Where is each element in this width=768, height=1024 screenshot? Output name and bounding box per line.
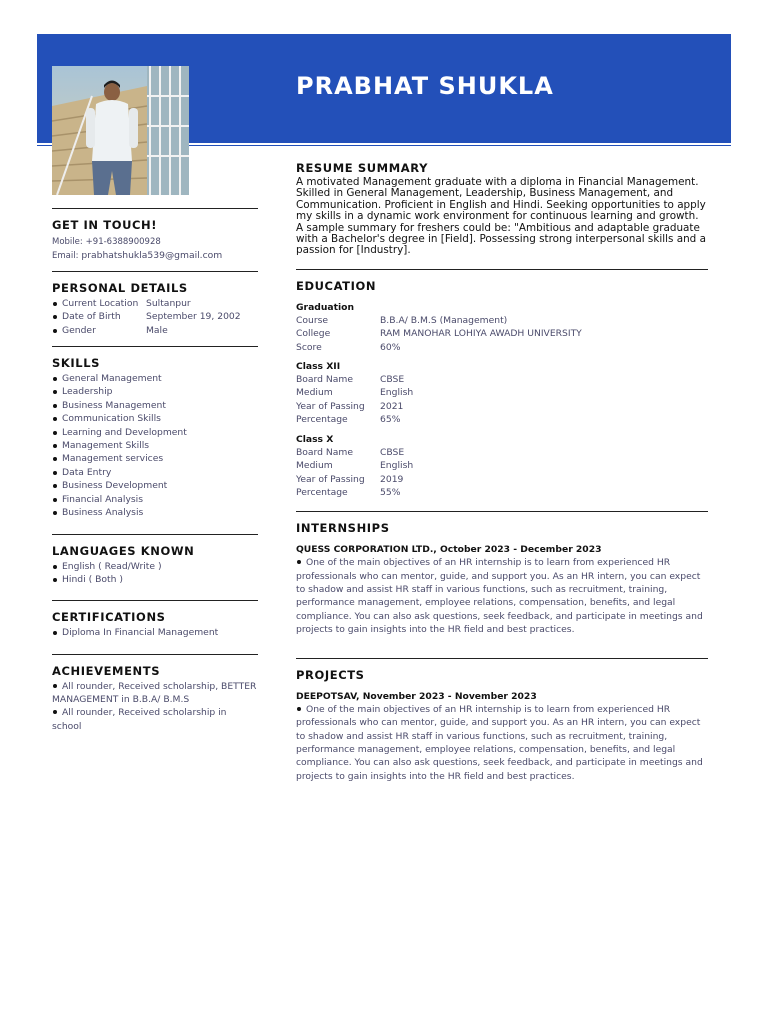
email-address[interactable]: prabhatshukla539@gmail.com <box>81 250 223 262</box>
personal-row: Gender Male <box>52 324 258 337</box>
email-label: Email: <box>52 251 79 262</box>
mobile-number[interactable]: +91-6388900928 <box>85 237 161 247</box>
skill-item: Management services <box>52 452 258 465</box>
project-description: One of the main objectives of an HR internship is to learn from experienced HR professionals who can mentor, guide, and support you. As an HR intern, you can expect to shadow and assist HR staff in various functions, such as recruitment, training, performance management, employee relations, compensation, benefits, and legal compliance. You can also ask questions, seek feedback, and participate in meetings and projects to gain insights into the HR field and best practices. <box>296 704 703 782</box>
mobile-row <box>52 235 258 249</box>
achievement-item: All rounder, Received scholarship, BETTER MANAGEMENT in B.B.A/ B.M.S <box>52 680 257 706</box>
skill-item: Business Management <box>52 399 258 412</box>
edu-row: Board Name CBSE <box>296 446 405 458</box>
contact-section-title: GET IN TOUCH! <box>52 218 158 232</box>
projects-section-title: PROJECTS <box>296 668 365 683</box>
edu-row: Score 60% <box>296 341 401 353</box>
skill-item: Business Analysis <box>52 506 258 519</box>
edu-row: Medium English <box>296 460 414 472</box>
skill-item: Management Skills <box>52 439 258 452</box>
class12-title: Class XII <box>296 361 341 373</box>
certifications-list <box>52 626 258 639</box>
personal-details-list <box>52 297 258 337</box>
edu-row: Percentage 65% <box>296 414 401 426</box>
mobile-label: Mobile: <box>52 237 83 247</box>
summary-text: A motivated Management graduate with a diploma in Financial Management. Skilled in General Management, Leadership, Business Management, and Communication. Proficient in English and Hindi. Seeking opportunities to apply my skills in a dynamic work environment for continuous learning and growth. A sample summary for freshers could be: "Ambitious and adaptable graduate with a Bachelor's degree in [Field]. Possessing strong interpersonal skills and a passion for [Industry]. <box>296 176 706 257</box>
certification-item: Diploma In Financial Management <box>52 626 258 639</box>
language-item: English ( Read/Write ) <box>52 560 258 573</box>
edu-row: Percentage 55% <box>296 486 401 498</box>
skills-section-title: SKILLS <box>52 356 101 371</box>
graduation-title: Graduation <box>296 301 354 313</box>
languages-section-title: LANGUAGES KNOWN <box>52 543 195 558</box>
edu-row: Board Name CBSE <box>296 374 405 386</box>
edu-row: College RAM MANOHAR LOHIYA AWADH UNIVERSITY <box>296 328 582 340</box>
class10-title: Class X <box>296 433 334 445</box>
internship-heading: QUESS CORPORATION LTD., October 2023 - December 2023 <box>296 544 602 556</box>
email-row <box>52 249 258 263</box>
profile-photo <box>52 66 189 195</box>
edu-row: Year of Passing 2019 <box>296 473 404 485</box>
skill-item: Leadership <box>52 385 258 398</box>
skill-item: Data Entry <box>52 466 258 479</box>
achievement-item: All rounder, Received scholarship in school <box>52 707 227 732</box>
edu-row: Medium English <box>296 387 414 399</box>
project-heading: DEEPOTSAV, November 2023 - November 2023 <box>296 691 537 703</box>
skill-item: General Management <box>52 372 258 385</box>
languages-list <box>52 560 258 587</box>
candidate-name: PRABHAT SHUKLA <box>296 72 554 100</box>
right-column <box>296 150 708 783</box>
skill-item: Learning and Development <box>52 426 258 439</box>
education-section-title: EDUCATION <box>296 278 377 293</box>
skill-item: Communication Skills <box>52 412 258 425</box>
left-column <box>52 195 258 733</box>
internship-description: One of the main objectives of an HR internship is to learn from experienced HR professionals who can mentor, guide, and support you. As an HR intern, you can expect to shadow and assist HR staff in various functions, such as recruitment, training, performance management, employee relations, compensation, benefits, and legal compliance. You can also ask questions, seek feedback, and participate in meetings and projects to gain insights into the HR field and best practices. <box>296 557 703 635</box>
edu-row: Course B.B.A/ B.M.S (Management) <box>296 314 508 326</box>
certifications-section-title: CERTIFICATIONS <box>52 610 166 625</box>
internships-section-title: INTERNSHIPS <box>296 521 390 536</box>
personal-row: Current Location Sultanpur <box>52 297 258 310</box>
skill-item: Business Development <box>52 479 258 492</box>
edu-row: Year of Passing 2021 <box>296 400 404 412</box>
personal-section-title: PERSONAL DETAILS <box>52 280 188 295</box>
skill-item: Financial Analysis <box>52 493 258 506</box>
summary-section-title: RESUME SUMMARY <box>296 161 428 175</box>
language-item: Hindi ( Both ) <box>52 573 258 586</box>
personal-row: Date of Birth September 19, 2002 <box>52 310 258 323</box>
skills-list <box>52 372 258 519</box>
achievements-section-title: ACHIEVEMENTS <box>52 663 161 678</box>
